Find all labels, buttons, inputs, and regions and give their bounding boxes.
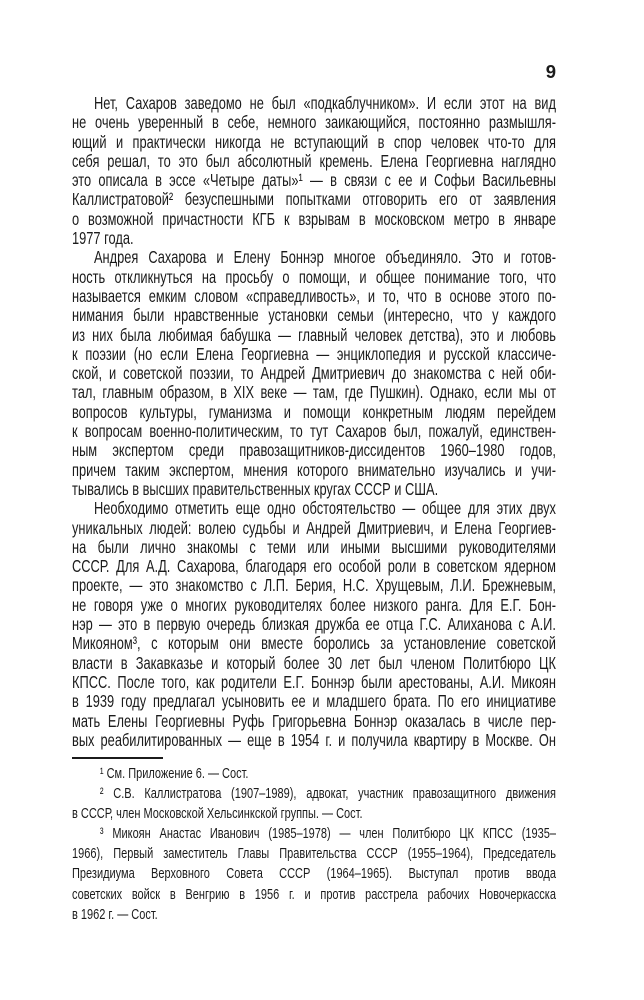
text-line: причем таким экспертом, мнения которого внимательно изучались и учи- <box>72 460 556 480</box>
text-line: Президиума Верховного Совета СССР (1964–1965). Выступал против ввода <box>72 865 556 883</box>
text-line: в 1962 г. — Сост. <box>72 905 158 923</box>
paragraph <box>72 499 556 750</box>
text-line: из них была любимая бабушка — главный человек детства), это и любовь <box>72 325 556 345</box>
footnote-separator <box>72 757 163 759</box>
text-line: ¹ См. Приложение 6. — Сост. <box>99 765 249 782</box>
text-line: не очень уверенный в себе, немного заикающийся, постоянно размышля- <box>72 113 556 133</box>
text-line: тывались в высших правительственных кругах СССР и США. <box>72 479 439 499</box>
footnote <box>72 824 556 924</box>
page-number: 9 <box>545 61 556 82</box>
text-line: называется емким словом «справедливость», и то, что в основе этого по- <box>72 286 556 306</box>
footnotes <box>72 764 556 925</box>
text-line: тал, главным образом, в XIX веке — там, где Пушкин). Однако, если мы от <box>72 383 556 403</box>
text-line: ющий и практически никогда не вступающий в спор человек что-то для <box>72 132 556 152</box>
text-line: Необходимо отметить еще одно обстоятельство — общее для этих двух <box>93 499 556 519</box>
paragraph <box>72 94 556 248</box>
text-line: ³ Микоян Анастас Иванович (1985–1978) — член Политбюро ЦК КПСС (1935– <box>99 825 556 843</box>
footnote <box>72 784 556 824</box>
text-line: в 1939 году предлагал усыновить ее и младшего брата. По его инициативе <box>72 692 556 712</box>
footnote <box>72 764 556 784</box>
text-line: власти в Закавказье и который более 30 лет был членом Политбюро ЦК <box>72 653 556 673</box>
text-line: не говоря уже о многих руководителях более низкого ранга. Для Е.Г. Бон- <box>72 595 556 615</box>
text-line: проекте, — это знакомство с Л.П. Берия, Н.С. Хрущевым, Л.И. Брежневым, <box>72 576 556 596</box>
text-line: это описала в эссе «Четыре даты»¹ — в связи с ее и Софьи Васильевны <box>72 171 556 191</box>
text-line: в СССР, член Московской Хельсинкской группы. — Сост. <box>72 805 363 823</box>
text-line: Андрея Сахарова и Елену Боннэр многое объединяло. Это и готов- <box>93 248 556 268</box>
text-line: Микояном³, с которым они вместе боролись за установление советской <box>72 634 556 654</box>
text-line: 1977 года. <box>72 229 134 249</box>
text-line: нимания были нравственные установки семьи (интересно, что у каждого <box>72 306 556 326</box>
text-line: Каллистратовой² безуспешными попытками отговорить его от заявления <box>72 190 556 210</box>
text-line: мать Елены Георгиевны Руфь Григорьевна Боннэр оказалась в числе пер- <box>72 711 556 731</box>
text-line: вых реабилитированных — еще в 1954 г. и получила квартиру в Москве. Он <box>72 730 556 750</box>
body-text <box>72 94 556 750</box>
paragraph <box>72 248 556 499</box>
text-line: ской, и советской поэзии, то Андрей Дмитриевич до знакомства с ней оби- <box>72 364 556 384</box>
text-line: ² С.В. Каллистратова (1907–1989), адвокат, участник правозащитного движения <box>99 785 556 803</box>
text-line: вопросов культуры, гуманизма и помощи конкретным людям перейдем <box>72 402 556 422</box>
text-line: СССР. Для А.Д. Сахарова, благодаря его особой роли в советском ядерном <box>72 557 556 577</box>
text-line: советских войск в Венгрию в 1956 г. и против расстрела рабочих Новочеркасска <box>72 885 556 903</box>
text-line: на были лично знакомы с теми или иными высшими руководителями <box>72 537 556 557</box>
text-line: 1966), Первый заместитель Главы Правительства СССР (1955–1964), Председатель <box>72 845 556 863</box>
text-line: ным экспертом среди правозащитников-диссидентов 1960–1980 годов, <box>72 441 556 461</box>
text-line: к вопросам военно-политическим, то тут Сахаров был, пожалуй, единствен- <box>72 422 556 442</box>
text-line: нэр — это в первую очередь близкая дружба ее отца Г.С. Алиханова с А.И. <box>72 615 556 635</box>
text-line: ность откликнуться на просьбу о помощи, и общее понимание того, что <box>72 267 556 287</box>
text-line: к поэзии (но если Елена Георгиевна — энциклопедия и русской классиче- <box>72 344 556 364</box>
text-line: КПСС. После того, как родители Е.Г. Боннэр были арестованы, А.И. Микоян <box>72 672 556 692</box>
text-line: себя решал, то это был абсолютный кремень. Елена Георгиевна наглядно <box>72 151 556 171</box>
text-line: о возможной причастности КГБ к взрывам в московском метро в январе <box>72 209 556 229</box>
text-line: Нет, Сахаров заведомо не был «подкаблучником». И если этот на вид <box>93 94 556 113</box>
text-line: уникальных людей: волею судьбы и Андрей Дмитриевич, и Елена Георгиев- <box>72 518 556 538</box>
